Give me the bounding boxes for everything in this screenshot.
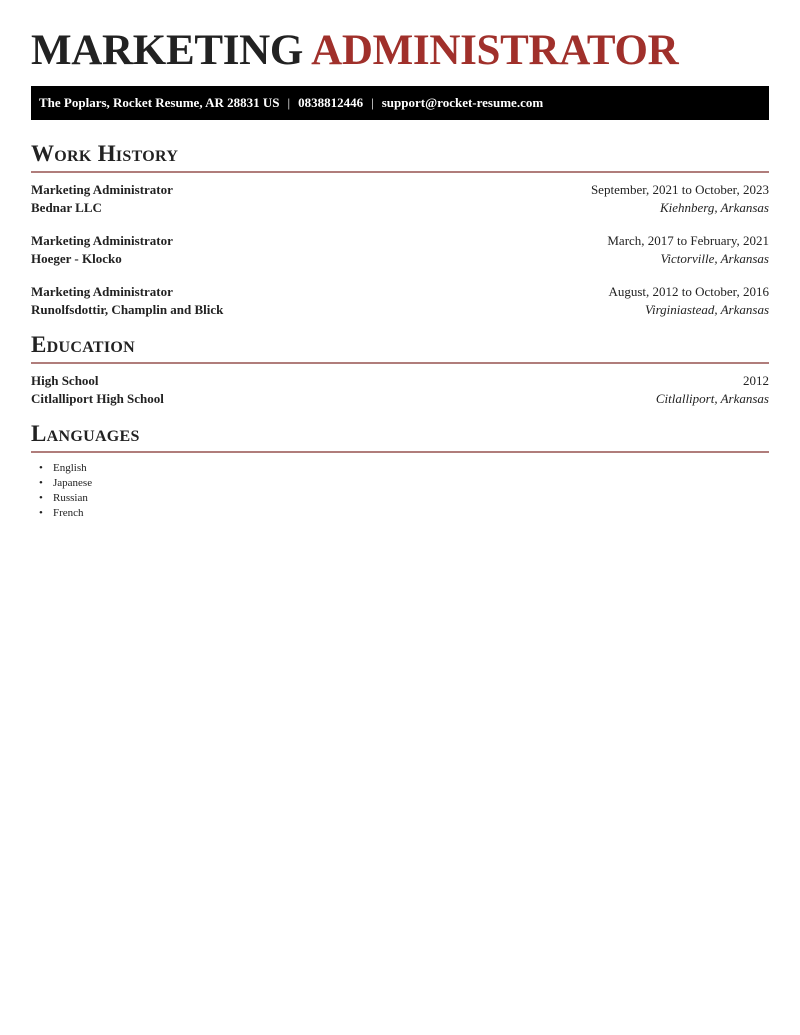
work-entry <box>31 283 769 318</box>
section-heading: Education <box>31 332 135 357</box>
contact-bar <box>31 86 769 120</box>
company-name: Hoeger - Klocko <box>31 251 122 266</box>
languages-section <box>31 421 769 521</box>
bullet-icon: • <box>39 492 43 504</box>
work-entry <box>31 181 769 216</box>
bullet-icon: • <box>39 477 43 489</box>
job-dates: August, 2012 to October, 2016 <box>608 284 769 299</box>
bullet-icon: • <box>39 507 43 519</box>
company-name: Runolfsdottir, Champlin and Blick <box>31 302 224 317</box>
contact-separator: | <box>287 95 291 110</box>
page-title <box>31 27 678 75</box>
language-item <box>31 476 769 491</box>
language-name: French <box>53 507 84 519</box>
company-name: Bednar LLC <box>31 200 102 215</box>
job-title: Marketing Administrator <box>31 233 173 248</box>
section-divider <box>31 362 769 364</box>
section-divider <box>31 451 769 453</box>
section-heading: Work History <box>31 141 179 166</box>
job-location: Kiehnberg, Arkansas <box>659 200 769 215</box>
job-dates: September, 2021 to October, 2023 <box>590 182 769 197</box>
graduation-year: 2012 <box>743 373 769 388</box>
education-section <box>31 332 769 407</box>
work-entry <box>31 232 769 267</box>
job-title: Marketing Administrator <box>31 182 173 197</box>
bullet-icon: • <box>39 462 43 474</box>
job-location: Victorville, Arkansas <box>660 251 769 266</box>
language-item <box>31 506 769 521</box>
work-history-section <box>31 141 769 318</box>
school-name: Citlalliport High School <box>31 391 164 406</box>
education-entry <box>31 372 769 407</box>
school-location: Citlalliport, Arkansas <box>655 391 769 406</box>
degree: High School <box>31 373 99 388</box>
contact-phone: 0838812446 <box>298 95 364 110</box>
language-name: English <box>53 462 87 474</box>
title-first-word: MARKETING <box>31 27 304 74</box>
contact-email: support@rocket-resume.com <box>381 95 544 110</box>
title-second-word: ADMINISTRATOR <box>311 27 679 74</box>
contact-address: The Poplars, Rocket Resume, AR 28831 US <box>39 95 280 110</box>
language-item <box>31 461 769 476</box>
language-name: Japanese <box>53 477 93 489</box>
job-title: Marketing Administrator <box>31 284 173 299</box>
languages-list <box>31 461 769 521</box>
contact-separator: | <box>371 95 374 110</box>
job-location: Virginiastead, Arkansas <box>645 302 769 317</box>
language-name: Russian <box>53 492 88 504</box>
section-divider <box>31 171 769 173</box>
language-item <box>31 491 769 506</box>
job-dates: March, 2017 to February, 2021 <box>607 233 769 248</box>
section-heading: Languages <box>31 421 140 446</box>
